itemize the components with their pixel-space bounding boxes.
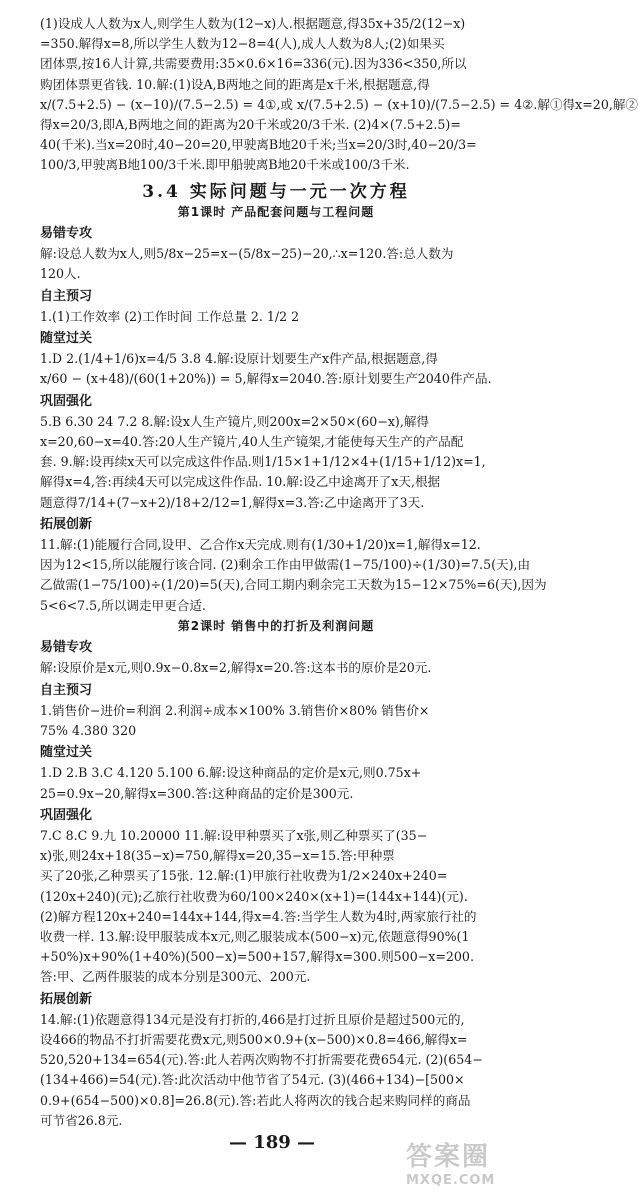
text-line: 5.B 6.30 24 7.2 8.解:设x人生产镜片,则200x=2×50×(60−x),解得 — [40, 413, 430, 429]
text-line: 购团体票更省钱. 10.解:(1)设A,B两地之间的距离是x千米,根据题意,得 — [40, 76, 430, 92]
page-number: — 189 — — [228, 1132, 316, 1153]
text-line: 0.9+(654−500)×0.8]=26.8(元).答:若此人将两次的钱合起来购同样的商品 — [40, 1092, 471, 1108]
heading-yicuo: 易错专攻 — [40, 640, 93, 656]
text-line: (1)设成人人数为x人,则学生人数为(12−x)人.根据题意,得35x+35/2(12−x) — [40, 16, 466, 31]
heading-suitang: 随堂过关 — [40, 745, 93, 761]
text-line: 1.D 2.(1/4+1/6)x=4/5 3.8 4.解:设原计划要生产x件产品,根据题意,得 — [40, 351, 438, 367]
text-line: =350.解得x=8,所以学生人数为12−8=4(人),成人人数为8人;(2)如果买 — [40, 36, 445, 52]
lesson-1 — [40, 224, 547, 616]
heading-tuozhan: 拓展创新 — [40, 516, 93, 532]
text-line: x/60 − (x+48)/(60(1+20%)) = 5,解得x=2040.答:原计划要生产2040件产品. — [40, 371, 492, 387]
text-line: 40(千米).当x=20时,40−20=20,甲驶离B地20千米;当x=20/3时,40−20/3= — [40, 137, 477, 153]
text-line: +50%)x+90%(1+40%)(500−x)=500+157,解得x=300.则500−x=200. — [40, 949, 474, 965]
section-title: 3.4 实际问题与一元一次方程 — [142, 181, 410, 202]
text-line: (134+466)=54(元).答:此次活动中他节省了54元. (3)(466+134)−[500× — [40, 1072, 465, 1088]
watermark-text: 答案圈 — [406, 1142, 491, 1172]
lesson-2 — [40, 638, 512, 1131]
text-line: 14.解:(1)依题意得134元是没有打折的,466是打过折且原价是超过500元的, — [40, 1011, 465, 1027]
lesson-1-subtitle: 第1课时 产品配套问题与工程问题 — [177, 204, 375, 219]
text-line: 75% 4.380 320 — [40, 722, 137, 738]
text-line: (2)解方程120x+240=144x+144,得x=4.答:当学生人数为4时,两家旅行社的 — [40, 908, 477, 924]
watermark-url: MXQE.COM — [406, 1173, 496, 1188]
text-line: 25=0.9x−20,解得x=300.答:这种商品的定价是300元. — [40, 785, 354, 801]
text-line: 1.(1)工作效率 (2)工作时间 工作总量 2. 1/2 2 — [40, 308, 300, 324]
lesson-2-subtitle: 第2课时 销售中的打折及利润问题 — [177, 618, 375, 633]
text-line: x/(7.5+2.5) − (x−10)/(7.5−2.5) = 4①,或 x/(7.5+2.5) − (x+10)/(7.5−2.5) = 4②.解①得x=20,解② — [40, 96, 638, 112]
heading-yuxi: 自主预习 — [40, 682, 93, 698]
text-line: x=20,60−x=40.答:20人生产镜片,40人生产镜架,才能使每天生产的产品配 — [40, 434, 464, 450]
text-line: 收费一样. 13.解:设甲服装成本x元,则乙服装成本(500−x)元,依题意得90%(1 — [40, 928, 470, 944]
site-watermark-logo — [406, 1136, 536, 1192]
text-line: 答:甲、乙两件服装的成本分别是300元、200元. — [40, 969, 311, 985]
text-line: 因为12<15,所以能履行该合同. (2)剩余工作由甲做需(1−75/100)÷(1/30)=7.5(天),由 — [40, 557, 531, 573]
text-line: 套. 9.解:设再续x天可以完成这件作品.则1/15×1+1/12×4+(1/15+1/12)x=1, — [40, 454, 486, 470]
answer-page — [40, 14, 638, 1131]
text-line: 设466的物品不打折需要花费x元,则500×0.9+(x−500)×0.8=466,解得x= — [40, 1031, 468, 1047]
text-line: 乙做需(1−75/100)÷(1/20)=5(天),合同工期内剩余完工天数为15−12×75%=6(天),因为 — [40, 577, 547, 593]
text-line: 7.C 8.C 9.九 10.20000 11.解:设甲种票买了x张,则乙种票买了(35− — [40, 827, 428, 843]
text-line: 解得x=4,答:再续4天可以完成这件作品. 10.解:设乙中途离开了x天,根据 — [40, 474, 441, 490]
text-line: 520,520+134=654(元).答:此人若两次购物不打折需要花费654元. (2)(654− — [40, 1052, 483, 1068]
heading-tuozhan: 拓展创新 — [40, 991, 93, 1007]
text-line: 团体票,按16人计算,共需要费用:35×0.6×16=336(元).因为336<350,所以 — [40, 56, 467, 72]
heading-gonggu: 巩固强化 — [40, 393, 93, 409]
heading-yicuo: 易错专攻 — [40, 226, 93, 242]
text-line: (120x+240)(元);乙旅行社收费为60/100×240×(x+1)=(144x+144)(元). — [40, 888, 468, 904]
text-line: 120人. — [40, 266, 81, 282]
text-line: 100/3,甲驶离B地100/3千米.即甲船驶离B地20千米或100/3千米. — [40, 157, 410, 173]
text-line: 可节省26.8元. — [40, 1112, 123, 1128]
text-line: 买了20张,乙种票买了15张. 12.解:(1)甲旅行社收费为1/2×240x+240= — [40, 868, 448, 884]
text-line: 1.D 2.B 3.C 4.120 5.100 6.解:设这种商品的定价是x元,则0.75x+ — [40, 765, 422, 781]
heading-gonggu: 巩固强化 — [40, 807, 93, 823]
text-line: 解:设总人数为x人,则5/8x−25=x−(5/8x−25)−20,∴x=120.答:总人数为 — [40, 246, 454, 262]
block-problem-9-10 — [40, 14, 638, 176]
text-line: 11.解:(1)能履行合同,设甲、乙合作x天完成.则有(1/30+1/20)x=1,解得x=12. — [40, 537, 481, 553]
heading-yuxi: 自主预习 — [40, 288, 93, 304]
heading-suitang: 随堂过关 — [40, 331, 93, 347]
text-line: x)张,则24x+18(35−x)=750,解得x=20,35−x=15.答:甲种票 — [40, 848, 395, 864]
text-line: 得x=20/3,即A,B两地之间的距离为20千米或20/3千米. (2)4×(7.5+2.5)= — [40, 117, 461, 133]
text-line: 5<6<7.5,所以调走甲更合适. — [40, 597, 206, 613]
text-line: 解:设原价是x元,则0.9x−0.8x=2,解得x=20.答:这本书的原价是20元. — [40, 660, 432, 676]
text-line: 1.销售价−进价=利润 2.利润÷成本×100% 3.销售价×80% 销售价× — [40, 702, 430, 718]
text-line: 题意得7/14+(7−x+2)/18+2/12=1,解得x=3.答:乙中途离开了3天. — [40, 494, 425, 510]
